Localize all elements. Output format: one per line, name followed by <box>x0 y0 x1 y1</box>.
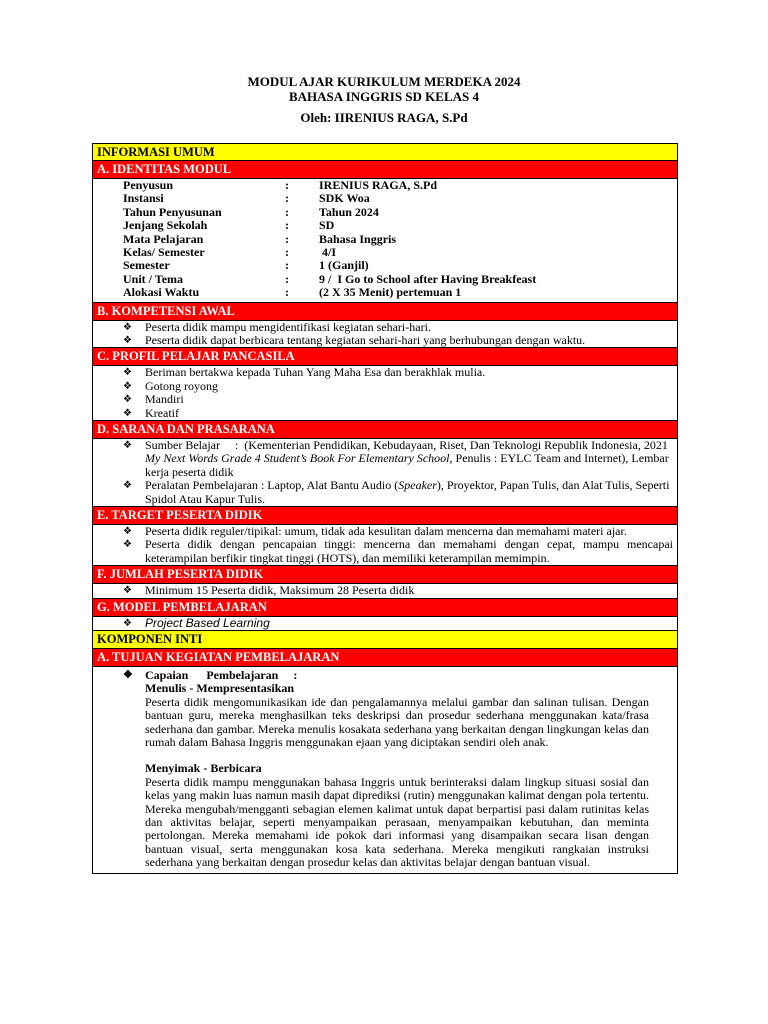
capaian-pembelajaran-label: ❖ Capaian Pembelajaran : <box>123 668 298 683</box>
diamond-bullet-icon: ❖ <box>123 585 132 597</box>
sarana-prasarana-header: D. SARANA DAN PRASARANA <box>92 421 678 439</box>
profil-pelajar-header: C. PROFIL PELAJAR PANCASILA <box>92 348 678 366</box>
target-peserta-body <box>92 525 678 566</box>
list-item: ❖ Peralatan Pembelajaran : Laptop, Alat Bantu Audio (Speaker), Proyektor, Papan Tulis, dan Alat Tulis, Seperti Spidol Atau Kapur Tulis. <box>123 478 670 506</box>
subsection-text: Peserta didik mengomunikasikan ide dan pengalamannya melalui gambar dan salinan tulisan. Dengan bantuan guru, mereka menghasilkan teks deskripsi dan prosedur sederhana menggunakan kata/frasa sederhana dan gambar. Mereka menulis kosakata sederhana yang berkaitan dengan lingkungan kelas dan rumah dalam Bahasa Inggris menggunakan ejaan yang diciptakan sendiri oleh anak. <box>145 694 649 750</box>
list-item: ❖ Gotong royong <box>123 378 218 393</box>
target-peserta-header: E. TARGET PESERTA DIDIK <box>92 507 678 525</box>
list-item: ❖ Beriman bertakwa kepada Tuhan Yang Maha Esa dan berakhlak mulia. <box>123 365 486 380</box>
document-title-line-1: MODUL AJAR KURIKULUM MERDEKA 2024 <box>247 74 521 89</box>
list-item: ❖ Sumber Belajar : (Kementerian Pendidikan, Kebudayaan, Riset, Dan Teknologi Republik Indonesia, 2021 My Next Words Grade 4 Student’s Book For Elementary School, Penulis : EYLC Team and Internet), Lembar kerja peserta didik <box>123 437 671 479</box>
module-table <box>92 143 678 874</box>
sarana-prasarana-body <box>92 439 678 507</box>
document-author-line: Oleh: IIRENIUS RAGA, S.Pd <box>300 110 468 125</box>
diamond-bullet-icon: ❖ <box>123 617 132 629</box>
identitas-row: Tahun Penyusunan : Tahun 2024 <box>123 204 379 219</box>
document-title-line-2: BAHASA INGGRIS SD KELAS 4 <box>289 89 479 104</box>
diamond-bullet-icon: ❖ <box>123 321 132 333</box>
diamond-bullet-icon: ❖ <box>123 407 132 419</box>
diamond-bullet-icon: ❖ <box>123 480 132 492</box>
identitas-row: Instansi : SDK Woa <box>123 191 370 206</box>
list-item: ❖ Mandiri <box>123 392 184 407</box>
identitas-modul-header: A. IDENTITAS MODUL <box>92 161 678 179</box>
jumlah-peserta-body <box>92 584 678 598</box>
profil-pelajar-body <box>92 366 678 421</box>
tujuan-kegiatan-header: A. TUJUAN KEGIATAN PEMBELAJARAN <box>92 649 678 667</box>
identitas-row: Alokasi Waktu : (2 X 35 Menit) pertemuan 1 <box>123 285 462 300</box>
diamond-bullet-icon: ❖ <box>123 380 132 392</box>
list-item: ❖ Peserta didik reguler/tipikal: umum, tidak ada kesulitan dalam mencerna dan memahami materi ajar. <box>123 523 627 538</box>
identitas-row: Jenjang Sekolah : SD <box>123 218 335 233</box>
identitas-row: Kelas/ Semester : 4/I <box>123 244 337 259</box>
identitas-modul-body <box>92 179 678 303</box>
diamond-bullet-icon: ❖ <box>123 525 132 537</box>
informasi-umum-header: INFORMASI UMUM <box>92 143 678 161</box>
list-item: ❖ Project Based Learning <box>123 615 270 630</box>
list-item: ❖ Peserta didik mampu mengidentifikasi kegiatan sehari-hari. <box>123 319 431 334</box>
identitas-row: Unit / Tema : 9 / I Go to School after Having Breakfeast <box>123 271 537 286</box>
diamond-bullet-icon: ❖ <box>123 367 132 379</box>
list-item: ❖ Peserta didik dapat berbicara tentang kegiatan sehari-hari yang berhubungan dengan waktu. <box>123 332 586 347</box>
subsection-title: Menulis - Mempresentasikan <box>145 681 295 696</box>
diamond-bullet-icon: ❖ <box>123 334 132 346</box>
subsection-text: Peserta didik mampu menggunakan bahasa Inggris untuk berinteraksi dalam lingkup situasi sosial dan kelas yang makin luas namun masih dapat diprediksi (rutin) menggunakan kalimat dengan pola tertentu. Mereka mengubah/mengganti sebagian elemen kalimat untuk dapat berpartisi pasi dalam rutinitas kelas dan aktivitas belajar, seperti menyampaikan perasaan, menyampaikan kebutuhan, dan meminta pertolongan. Mereka memahami ide pokok dari informasi yang disampaikan secara lisan dengan bantuan visual, serta menggunakan kosa kata sederhana. Mereka mengikuti rangkaian instruksi sederhana yang berkaitan dengan prosedur kelas dan aktivitas belajar dengan bantuan visual. <box>145 774 649 870</box>
diamond-bullet-icon: ❖ <box>123 439 132 451</box>
list-item: ❖ Peserta didik dengan pencapaian tinggi: mencerna dan memahami dengan cepat, mampu mencapai keterampilan berfikir tingkat tinggi (HOTS), dan memiliki keterampilan memimpin. <box>123 537 673 565</box>
identitas-row: Semester : 1 (Ganjil) <box>123 258 369 273</box>
diamond-bullet-icon: ❖ <box>123 539 132 551</box>
diamond-bullet-icon: ❖ <box>123 669 133 682</box>
diamond-bullet-icon: ❖ <box>123 394 132 406</box>
model-pembelajaran-body <box>92 617 678 631</box>
list-item: ❖ Kreatif <box>123 405 179 420</box>
identitas-row: Mata Pelajaran : Bahasa Inggris <box>123 231 397 246</box>
list-item: ❖ Minimum 15 Peserta didik, Maksimum 28 Peserta didik <box>123 583 415 598</box>
komponen-inti-header: KOMPONEN INTI <box>92 631 678 649</box>
jumlah-peserta-header: F. JUMLAH PESERTA DIDIK <box>92 566 678 584</box>
tujuan-kegiatan-body <box>92 667 678 874</box>
kompetensi-awal-body <box>92 321 678 349</box>
model-pembelajaran-header: G. MODEL PEMBELAJARAN <box>92 599 678 617</box>
subsection-title: Menyimak - Berbicara <box>145 761 262 776</box>
kompetensi-awal-header: B. KOMPETENSI AWAL <box>92 303 678 321</box>
identitas-row: Penyusun : IRENIUS RAGA, S.Pd <box>123 178 438 192</box>
